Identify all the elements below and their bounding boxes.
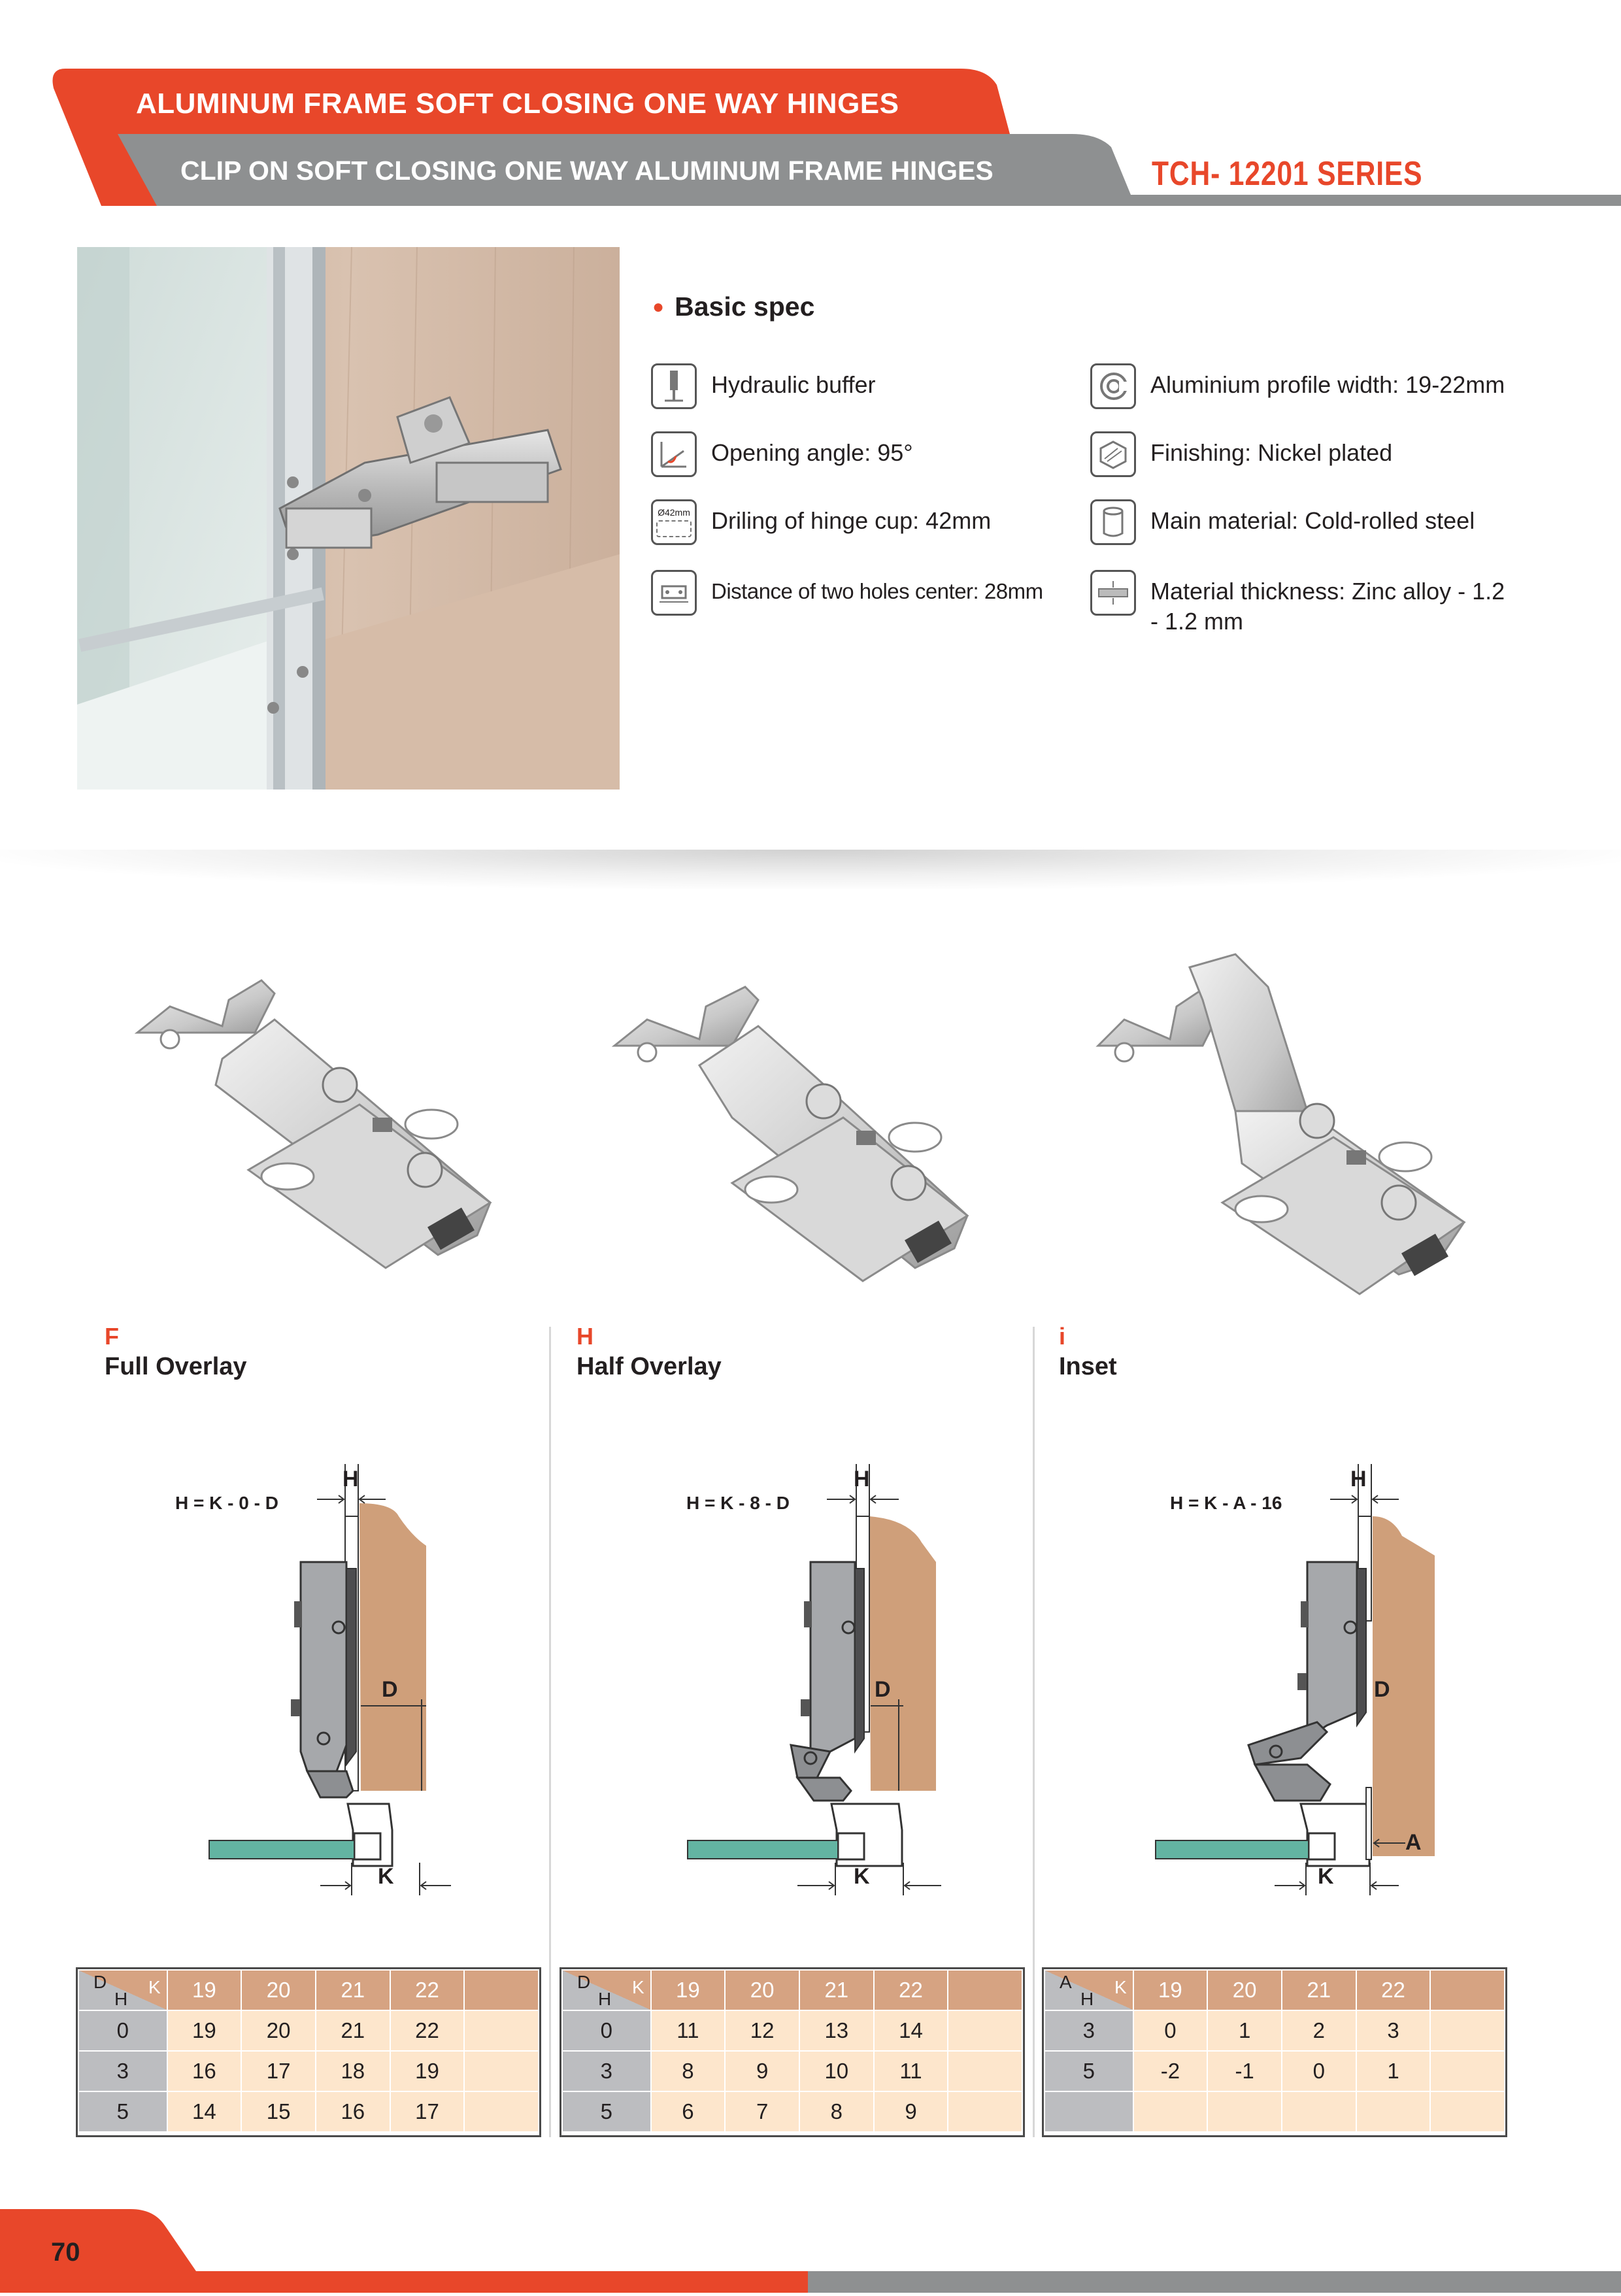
table-cell: 8 bbox=[651, 2051, 726, 2091]
spec-opening-angle: Opening angle: 95° bbox=[651, 431, 913, 477]
material-icon bbox=[1090, 499, 1136, 545]
table-cell: 13 bbox=[799, 2010, 874, 2051]
table-cell: 14 bbox=[874, 2010, 948, 2051]
table-cell: 1 bbox=[1207, 2010, 1282, 2051]
table-cell: 2 bbox=[1282, 2010, 1356, 2051]
table-cell bbox=[948, 2010, 1022, 2051]
table-cell bbox=[464, 2010, 539, 2051]
hinge-full-overlay-image bbox=[124, 961, 503, 1291]
table-col-header: 22 bbox=[390, 1970, 465, 2010]
hole-distance-icon bbox=[651, 570, 697, 616]
type-name-half: Half Overlay bbox=[577, 1353, 722, 1380]
table-header-row bbox=[1044, 1970, 1505, 2010]
table-col-header: 21 bbox=[316, 1970, 390, 2010]
table-cell bbox=[1430, 2091, 1505, 2132]
table-row-header: 5 bbox=[1044, 2051, 1133, 2091]
formula-inset: H = K - A - 16 bbox=[1170, 1493, 1282, 1513]
table-cell: 12 bbox=[725, 2010, 799, 2051]
type-name-full: Full Overlay bbox=[105, 1353, 247, 1380]
table-cell bbox=[948, 2051, 1022, 2091]
table-cell: 17 bbox=[390, 2091, 465, 2132]
table-col-header: 20 bbox=[725, 1970, 799, 2010]
spec-hydraulic-buffer: Hydraulic buffer bbox=[651, 363, 875, 409]
table-cell bbox=[1430, 2051, 1505, 2091]
table-row-header: 5 bbox=[78, 2091, 167, 2132]
table-cell bbox=[1356, 2091, 1431, 2132]
table-cell: 17 bbox=[241, 2051, 316, 2091]
dim-h-label: H bbox=[1350, 1467, 1367, 1491]
table-row bbox=[1044, 2091, 1505, 2132]
table-cell: 9 bbox=[874, 2091, 948, 2132]
table-cell: 7 bbox=[725, 2091, 799, 2132]
spec-profile-width: Aluminium profile width: 19-22mm bbox=[1090, 363, 1505, 409]
table-cell: 6 bbox=[651, 2091, 726, 2132]
section-divider bbox=[0, 850, 1621, 889]
thickness-icon bbox=[1090, 570, 1136, 616]
table-cell: 22 bbox=[390, 2010, 465, 2051]
page-title: ALUMINUM FRAME SOFT CLOSING ONE WAY HINGES bbox=[136, 88, 899, 120]
type-letter-full: F bbox=[105, 1323, 119, 1350]
profile-width-icon bbox=[1090, 363, 1136, 409]
table-cell bbox=[1133, 2091, 1208, 2132]
table-col-header bbox=[948, 1970, 1022, 2010]
dim-d-label: D bbox=[382, 1677, 398, 1702]
dim-k-label: K bbox=[854, 1864, 870, 1889]
table-row bbox=[1044, 2010, 1505, 2051]
basic-spec-heading: ● Basic spec bbox=[652, 291, 815, 322]
table-cell: 18 bbox=[316, 2051, 390, 2091]
dimension-table-inset bbox=[1044, 1969, 1505, 2133]
table-col-header: 22 bbox=[874, 1970, 948, 2010]
dimension-table-half bbox=[561, 1969, 1023, 2133]
spec-main-material: Main material: Cold-rolled steel bbox=[1090, 499, 1475, 545]
table-cell: 19 bbox=[390, 2051, 465, 2091]
table-header-row bbox=[562, 1970, 1022, 2010]
table-row bbox=[1044, 2051, 1505, 2091]
table-cell: 16 bbox=[167, 2051, 242, 2091]
hinge-half-overlay-image bbox=[601, 961, 980, 1304]
table-cell bbox=[1207, 2091, 1282, 2132]
table-col-header: 22 bbox=[1356, 1970, 1431, 2010]
table-cell: 21 bbox=[316, 2010, 390, 2051]
table-row-header: 3 bbox=[1044, 2010, 1133, 2051]
table-row-header: 0 bbox=[562, 2010, 651, 2051]
dim-h-label: H bbox=[854, 1467, 870, 1491]
hydraulic-buffer-icon bbox=[651, 363, 697, 409]
table-col-header: 19 bbox=[167, 1970, 242, 2010]
table-cell bbox=[1282, 2091, 1356, 2132]
table-row-header: 3 bbox=[562, 2051, 651, 2091]
table-col-header: 20 bbox=[241, 1970, 316, 2010]
table-cell: 20 bbox=[241, 2010, 316, 2051]
table-cell: 0 bbox=[1133, 2010, 1208, 2051]
table-cell: 11 bbox=[651, 2010, 726, 2051]
formula-full: H = K - 0 - D bbox=[175, 1493, 278, 1513]
finishing-icon bbox=[1090, 431, 1136, 477]
table-corner: D H K bbox=[78, 1970, 167, 2010]
table-cell bbox=[464, 2091, 539, 2132]
table-cell: 11 bbox=[874, 2051, 948, 2091]
dim-h-label: H bbox=[343, 1467, 359, 1491]
table-cell: -1 bbox=[1207, 2051, 1282, 2091]
hinge-inset-image bbox=[1085, 948, 1477, 1317]
diagram-full-overlay bbox=[196, 1464, 484, 1912]
type-letter-half: H bbox=[577, 1323, 593, 1350]
type-letter-inset: i bbox=[1059, 1323, 1066, 1350]
installed-hinge-photo bbox=[77, 247, 620, 790]
table-cell: 16 bbox=[316, 2091, 390, 2132]
table-row-header: 0 bbox=[78, 2010, 167, 2051]
table-col-header: 21 bbox=[1282, 1970, 1356, 2010]
table-cell: 3 bbox=[1356, 2010, 1431, 2051]
page-subtitle: CLIP ON SOFT CLOSING ONE WAY ALUMINUM FRAME HINGES bbox=[180, 156, 994, 186]
series-label: TCH- 12201 SERIES bbox=[1152, 155, 1423, 193]
table-row-header bbox=[1044, 2091, 1133, 2132]
cup-diameter-icon bbox=[651, 499, 697, 545]
table-corner: A H K bbox=[1044, 1970, 1133, 2010]
spec-material-thickness: Material thickness: Zinc alloy - 1.2 - 1.2 mm bbox=[1090, 570, 1516, 637]
bullet-dot-icon: ● bbox=[652, 296, 665, 318]
dim-k-label: K bbox=[378, 1864, 394, 1889]
spec-finishing: Finishing: Nickel plated bbox=[1090, 431, 1392, 477]
table-row bbox=[562, 2010, 1022, 2051]
column-divider bbox=[549, 1327, 551, 2137]
table-cell: -2 bbox=[1133, 2051, 1208, 2091]
table-col-header: 20 bbox=[1207, 1970, 1282, 2010]
table-col-header: 19 bbox=[1133, 1970, 1208, 2010]
table-row bbox=[78, 2010, 539, 2051]
dimension-table-full bbox=[78, 1969, 539, 2133]
table-cell: 14 bbox=[167, 2091, 242, 2132]
table-cell: 10 bbox=[799, 2051, 874, 2091]
table-cell bbox=[1430, 2010, 1505, 2051]
table-col-header: 21 bbox=[799, 1970, 874, 2010]
type-name-inset: Inset bbox=[1059, 1353, 1117, 1380]
table-row bbox=[78, 2051, 539, 2091]
table-col-header: 19 bbox=[651, 1970, 726, 2010]
table-row bbox=[78, 2091, 539, 2132]
table-col-header bbox=[1430, 1970, 1505, 2010]
table-header-row bbox=[78, 1970, 539, 2010]
formula-half: H = K - 8 - D bbox=[686, 1493, 790, 1513]
dim-d-label: D bbox=[875, 1677, 891, 1702]
spec-cup-drilling: Ø42mm Driling of hinge cup: 42mm bbox=[651, 499, 991, 545]
table-cell: 0 bbox=[1282, 2051, 1356, 2091]
table-cell: 19 bbox=[167, 2010, 242, 2051]
table-cell: 9 bbox=[725, 2051, 799, 2091]
opening-angle-icon bbox=[651, 431, 697, 477]
dim-k-label: K bbox=[1318, 1864, 1334, 1889]
table-cell: 15 bbox=[241, 2091, 316, 2132]
table-corner: D H K bbox=[562, 1970, 651, 2010]
table-row bbox=[562, 2051, 1022, 2091]
table-cell: 1 bbox=[1356, 2051, 1431, 2091]
column-divider bbox=[1033, 1327, 1035, 2137]
table-cell: 8 bbox=[799, 2091, 874, 2132]
table-row bbox=[562, 2091, 1022, 2132]
diagram-half-overlay bbox=[680, 1464, 967, 1912]
table-cell bbox=[464, 2051, 539, 2091]
dim-d-label: D bbox=[1374, 1677, 1390, 1702]
table-row-header: 5 bbox=[562, 2091, 651, 2132]
spec-hole-distance: Distance of two holes center: 28mm bbox=[651, 570, 1043, 616]
cup-diameter-text: Ø42mm bbox=[658, 507, 690, 518]
table-col-header bbox=[464, 1970, 539, 2010]
table-cell bbox=[948, 2091, 1022, 2132]
page-number: 70 bbox=[51, 2238, 80, 2267]
table-row-header: 3 bbox=[78, 2051, 167, 2091]
dim-a-label: A bbox=[1405, 1830, 1422, 1855]
footer-bar bbox=[0, 2203, 1621, 2296]
